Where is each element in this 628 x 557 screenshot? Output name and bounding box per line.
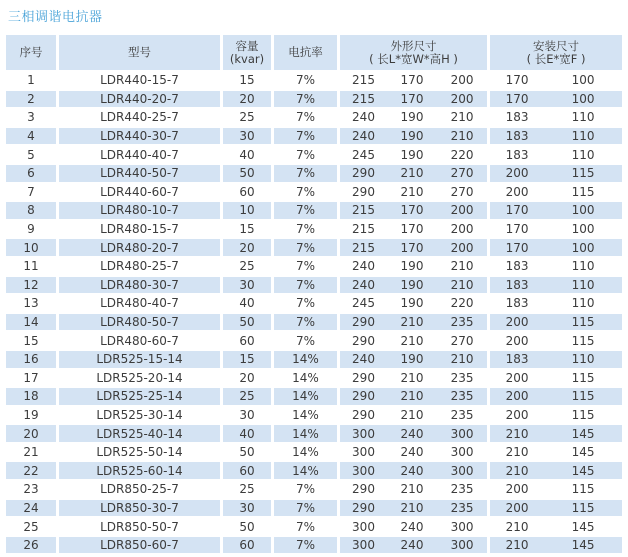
cell-install-width: 115 — [544, 500, 622, 517]
cell-install-width: 110 — [571, 147, 595, 162]
table-row — [6, 221, 622, 238]
cell-height: 220 — [450, 296, 474, 311]
cell-capacity: 10 — [220, 202, 271, 219]
cell-height: 270 — [450, 333, 474, 348]
cell-reactance: 7% — [271, 72, 337, 89]
cell-install-width: 110 — [544, 128, 622, 145]
cell-model: LDR440-60-7 — [56, 184, 220, 201]
table-row — [6, 425, 622, 442]
cell-model: LDR525-60-14 — [56, 462, 220, 479]
cell-reactance: 7% — [271, 537, 337, 554]
cell-length: 290 — [337, 500, 387, 517]
cell-seq: 1 — [27, 73, 35, 88]
cell-install-length: 170 — [487, 91, 544, 108]
cell-length: 290 — [337, 481, 387, 498]
cell-height: 300 — [437, 425, 487, 442]
cell-length: 215 — [337, 202, 387, 219]
cell-capacity: 20 — [220, 370, 271, 387]
cell-width: 240 — [387, 425, 437, 442]
cell-length: 300 — [337, 462, 387, 479]
cell-install-length: 170 — [487, 221, 544, 238]
cell-install-length: 183 — [487, 295, 544, 312]
cell-install-width: 145 — [571, 445, 595, 460]
table-row — [6, 537, 622, 554]
cell-length: 240 — [337, 277, 387, 294]
header-capacity — [220, 35, 271, 70]
cell-reactance: 14% — [271, 407, 337, 424]
cell-seq: 21 — [23, 445, 39, 460]
cell-model: LDR525-40-14 — [56, 425, 220, 442]
header-install — [487, 35, 622, 70]
cell-width: 170 — [387, 239, 437, 256]
table-row — [6, 407, 622, 424]
header-install-line2: ( 长E*宽F ) — [526, 51, 586, 66]
cell-length: 290 — [337, 332, 387, 349]
cell-width: 190 — [387, 277, 437, 294]
header-model: 型号 — [56, 35, 220, 70]
header-row — [6, 35, 622, 70]
cell-height: 210 — [450, 110, 474, 125]
table-row — [6, 128, 622, 145]
cell-seq: 3 — [27, 110, 35, 125]
cell-model: LDR480-60-7 — [56, 332, 220, 349]
cell-capacity: 25 — [220, 258, 271, 275]
cell-reactance: 14% — [271, 388, 337, 405]
cell-model: LDR440-40-7 — [56, 146, 220, 163]
cell-seq: 25 — [23, 519, 39, 534]
cell-length: 300 — [337, 518, 387, 535]
cell-capacity: 50 — [220, 165, 271, 182]
cell-width: 240 — [387, 462, 437, 479]
cell-install-length: 200 — [487, 184, 544, 201]
cell-install-width: 100 — [571, 73, 595, 88]
cell-capacity: 15 — [220, 72, 271, 89]
header-install-line1: 安装尺寸 — [533, 38, 580, 53]
cell-install-width: 110 — [544, 351, 622, 368]
cell-model: LDR480-15-7 — [56, 221, 220, 238]
cell-capacity: 40 — [220, 425, 271, 442]
cell-height: 210 — [437, 277, 487, 294]
table-row — [6, 258, 622, 275]
cell-install-length: 200 — [487, 314, 544, 331]
cell-length: 290 — [337, 370, 387, 387]
cell-install-length: 183 — [487, 146, 544, 163]
cell-height: 200 — [437, 202, 487, 219]
cell-reactance: 7% — [271, 109, 337, 126]
cell-install-length: 200 — [487, 370, 544, 387]
cell-reactance: 7% — [271, 481, 337, 498]
cell-seq: 7 — [27, 184, 35, 199]
cell-capacity: 30 — [220, 128, 271, 145]
cell-model: LDR850-30-7 — [56, 500, 220, 517]
cell-model: LDR440-50-7 — [56, 165, 220, 182]
cell-reactance: 14% — [271, 462, 337, 479]
cell-reactance: 14% — [271, 351, 337, 368]
cell-seq: 24 — [6, 500, 56, 517]
cell-install-width: 145 — [544, 425, 622, 442]
cell-capacity: 50 — [220, 444, 271, 461]
table-row — [6, 314, 622, 331]
cell-height: 235 — [450, 407, 474, 422]
cell-install-length: 170 — [487, 202, 544, 219]
cell-seq: 12 — [6, 277, 56, 294]
cell-install-width: 110 — [571, 259, 595, 274]
cell-install-length: 183 — [487, 128, 544, 145]
cell-install-length: 200 — [487, 332, 544, 349]
header-seq: 序号 — [6, 35, 56, 70]
cell-length: 290 — [337, 165, 387, 182]
cell-seq: 10 — [6, 239, 56, 256]
cell-install-width: 100 — [571, 222, 595, 237]
cell-install-width: 115 — [544, 388, 622, 405]
cell-length: 290 — [337, 388, 387, 405]
cell-install-length: 183 — [487, 277, 544, 294]
cell-model: LDR480-10-7 — [56, 202, 220, 219]
table-row — [6, 91, 622, 108]
header-reactance: 电抗率 — [271, 35, 337, 70]
table-row — [6, 72, 622, 89]
table-row — [6, 202, 622, 219]
table-row — [6, 295, 622, 312]
cell-model: LDR525-20-14 — [56, 370, 220, 387]
cell-length: 215 — [337, 239, 387, 256]
cell-seq: 26 — [6, 537, 56, 554]
cell-width: 170 — [400, 73, 424, 88]
cell-length: 290 — [337, 184, 387, 201]
cell-width: 190 — [400, 110, 424, 125]
cell-seq: 6 — [6, 165, 56, 182]
cell-seq: 4 — [6, 128, 56, 145]
cell-height: 210 — [450, 259, 474, 274]
cell-install-length: 183 — [487, 258, 544, 275]
cell-model: LDR480-25-7 — [56, 258, 220, 275]
cell-install-length: 200 — [487, 407, 544, 424]
cell-model: LDR440-25-7 — [56, 109, 220, 126]
cell-install-width: 145 — [544, 537, 622, 554]
cell-width: 170 — [387, 91, 437, 108]
cell-model: LDR480-20-7 — [56, 239, 220, 256]
cell-height: 300 — [450, 519, 474, 534]
cell-seq: 9 — [27, 222, 35, 237]
cell-width: 190 — [400, 259, 424, 274]
cell-width: 210 — [400, 407, 424, 422]
cell-width: 170 — [387, 202, 437, 219]
cell-height: 300 — [437, 537, 487, 554]
cell-install-length: 200 — [487, 500, 544, 517]
cell-width: 210 — [400, 184, 424, 199]
cell-reactance: 7% — [271, 146, 337, 163]
cell-install-width: 110 — [544, 277, 622, 294]
cell-height: 300 — [450, 445, 474, 460]
cell-height: 270 — [437, 165, 487, 182]
cell-install-length: 210 — [487, 425, 544, 442]
cell-reactance: 7% — [271, 314, 337, 331]
cell-seq: 2 — [6, 91, 56, 108]
table-row — [6, 165, 622, 182]
cell-model: LDR850-25-7 — [56, 481, 220, 498]
cell-width: 210 — [400, 333, 424, 348]
table-row — [6, 518, 622, 535]
cell-install-length: 170 — [487, 72, 544, 89]
cell-install-length: 210 — [487, 518, 544, 535]
cell-seq: 5 — [27, 147, 35, 162]
cell-capacity: 60 — [220, 462, 271, 479]
cell-capacity: 40 — [220, 295, 271, 312]
cell-seq: 13 — [23, 296, 39, 311]
header-capacity-line2: (kvar) — [229, 51, 265, 66]
cell-capacity: 50 — [220, 314, 271, 331]
cell-reactance: 7% — [271, 332, 337, 349]
cell-seq: 11 — [23, 259, 39, 274]
cell-seq: 15 — [23, 333, 39, 348]
cell-reactance: 14% — [271, 370, 337, 387]
cell-width: 190 — [387, 128, 437, 145]
table-row — [6, 351, 622, 368]
cell-install-width: 100 — [544, 91, 622, 108]
cell-model: LDR480-40-7 — [56, 295, 220, 312]
cell-seq: 22 — [6, 462, 56, 479]
cell-width: 210 — [400, 482, 424, 497]
cell-model: LDR525-50-14 — [56, 444, 220, 461]
cell-width: 210 — [387, 500, 437, 517]
cell-install-length: 200 — [487, 388, 544, 405]
cell-model: LDR440-20-7 — [56, 91, 220, 108]
cell-seq: 18 — [6, 388, 56, 405]
cell-install-width: 115 — [571, 184, 595, 199]
cell-reactance: 7% — [271, 239, 337, 256]
cell-install-width: 100 — [544, 202, 622, 219]
cell-height: 235 — [450, 370, 474, 385]
table-row — [6, 500, 622, 517]
cell-capacity: 25 — [220, 388, 271, 405]
cell-width: 210 — [400, 370, 424, 385]
cell-install-length: 170 — [487, 239, 544, 256]
table-row — [6, 146, 622, 163]
cell-width: 210 — [387, 314, 437, 331]
cell-length: 240 — [337, 128, 387, 145]
cell-install-width: 145 — [571, 519, 595, 534]
cell-width: 190 — [400, 147, 424, 162]
header-outline-line2: ( 长L*宽W*高H ) — [369, 51, 458, 66]
cell-width: 210 — [387, 388, 437, 405]
cell-reactance: 7% — [271, 295, 337, 312]
cell-reactance: 14% — [271, 425, 337, 442]
cell-height: 270 — [450, 184, 474, 199]
cell-install-width: 100 — [544, 239, 622, 256]
cell-install-width: 115 — [544, 314, 622, 331]
cell-install-length: 200 — [487, 165, 544, 182]
cell-seq: 14 — [6, 314, 56, 331]
cell-capacity: 30 — [220, 277, 271, 294]
cell-seq: 19 — [23, 407, 39, 422]
cell-model: LDR525-15-14 — [56, 351, 220, 368]
cell-install-width: 110 — [571, 110, 595, 125]
cell-height: 200 — [450, 222, 474, 237]
cell-length: 300 — [337, 425, 387, 442]
cell-reactance: 7% — [271, 500, 337, 517]
cell-install-width: 145 — [544, 462, 622, 479]
cell-height: 235 — [437, 388, 487, 405]
cell-length: 300 — [337, 537, 387, 554]
reactor-spec-table — [6, 33, 622, 555]
cell-height: 210 — [437, 351, 487, 368]
cell-height: 200 — [437, 91, 487, 108]
cell-length: 290 — [337, 407, 387, 424]
cell-model: LDR440-30-7 — [56, 128, 220, 145]
cell-capacity: 20 — [220, 91, 271, 108]
cell-capacity: 40 — [220, 146, 271, 163]
cell-model: LDR850-60-7 — [56, 537, 220, 554]
table-row — [6, 462, 622, 479]
cell-reactance: 7% — [271, 165, 337, 182]
cell-height: 235 — [450, 482, 474, 497]
header-outline-line1: 外形尺寸 — [390, 38, 437, 53]
table-row — [6, 370, 622, 387]
cell-width: 240 — [400, 445, 424, 460]
table-row — [6, 277, 622, 294]
cell-capacity: 25 — [220, 481, 271, 498]
cell-width: 210 — [387, 165, 437, 182]
cell-reactance: 7% — [271, 258, 337, 275]
cell-install-width: 115 — [544, 165, 622, 182]
cell-install-width: 115 — [571, 407, 595, 422]
cell-seq: 23 — [23, 482, 39, 497]
table-row — [6, 184, 622, 201]
cell-width: 190 — [400, 296, 424, 311]
cell-reactance: 7% — [271, 91, 337, 108]
cell-model: LDR525-30-14 — [56, 407, 220, 424]
cell-height: 210 — [437, 128, 487, 145]
cell-model: LDR440-15-7 — [56, 72, 220, 89]
cell-width: 190 — [387, 351, 437, 368]
cell-install-width: 115 — [571, 370, 595, 385]
cell-capacity: 15 — [220, 221, 271, 238]
table-row — [6, 332, 622, 349]
header-capacity-line1: 容量 — [235, 38, 259, 53]
cell-height: 300 — [437, 462, 487, 479]
cell-capacity: 25 — [220, 109, 271, 126]
cell-install-length: 210 — [487, 537, 544, 554]
cell-capacity: 30 — [220, 407, 271, 424]
table-row — [6, 481, 622, 498]
cell-length: 290 — [337, 314, 387, 331]
cell-capacity: 50 — [220, 518, 271, 535]
cell-height: 235 — [437, 500, 487, 517]
cell-capacity: 30 — [220, 500, 271, 517]
cell-install-width: 110 — [571, 296, 595, 311]
cell-install-length: 200 — [487, 481, 544, 498]
cell-length: 300 — [337, 444, 387, 461]
cell-reactance: 14% — [271, 444, 337, 461]
table-row — [6, 239, 622, 256]
cell-seq: 20 — [6, 425, 56, 442]
cell-height: 200 — [450, 73, 474, 88]
cell-model: LDR480-50-7 — [56, 314, 220, 331]
cell-install-width: 115 — [571, 482, 595, 497]
cell-model: LDR525-25-14 — [56, 388, 220, 405]
cell-seq: 8 — [6, 202, 56, 219]
cell-capacity: 60 — [220, 537, 271, 554]
cell-width: 170 — [400, 222, 424, 237]
cell-capacity: 15 — [220, 351, 271, 368]
cell-length: 240 — [337, 109, 387, 126]
cell-height: 235 — [437, 314, 487, 331]
header-outline — [337, 35, 487, 70]
cell-seq: 17 — [23, 370, 39, 385]
cell-reactance: 7% — [271, 277, 337, 294]
cell-capacity: 60 — [220, 332, 271, 349]
cell-height: 200 — [437, 239, 487, 256]
cell-reactance: 7% — [271, 128, 337, 145]
cell-capacity: 60 — [220, 184, 271, 201]
page-title: 三相调谐电抗器 — [8, 10, 103, 25]
cell-model: LDR850-50-7 — [56, 518, 220, 535]
cell-reactance: 7% — [271, 518, 337, 535]
cell-length: 245 — [337, 295, 387, 312]
cell-seq: 16 — [6, 351, 56, 368]
cell-length: 240 — [337, 351, 387, 368]
cell-reactance: 7% — [271, 202, 337, 219]
cell-length: 240 — [337, 258, 387, 275]
cell-length: 215 — [337, 221, 387, 238]
cell-reactance: 7% — [271, 184, 337, 201]
cell-capacity: 20 — [220, 239, 271, 256]
table-row — [6, 444, 622, 461]
table-row — [6, 109, 622, 126]
cell-install-length: 210 — [487, 444, 544, 461]
cell-length: 215 — [337, 72, 387, 89]
cell-model: LDR480-30-7 — [56, 277, 220, 294]
cell-install-length: 210 — [487, 462, 544, 479]
table-row — [6, 388, 622, 405]
cell-height: 220 — [450, 147, 474, 162]
cell-install-length: 183 — [487, 351, 544, 368]
cell-width: 240 — [387, 537, 437, 554]
cell-install-length: 183 — [487, 109, 544, 126]
cell-length: 245 — [337, 146, 387, 163]
cell-reactance: 7% — [271, 221, 337, 238]
cell-width: 240 — [400, 519, 424, 534]
cell-install-width: 115 — [571, 333, 595, 348]
cell-length: 215 — [337, 91, 387, 108]
table-body — [6, 72, 622, 553]
